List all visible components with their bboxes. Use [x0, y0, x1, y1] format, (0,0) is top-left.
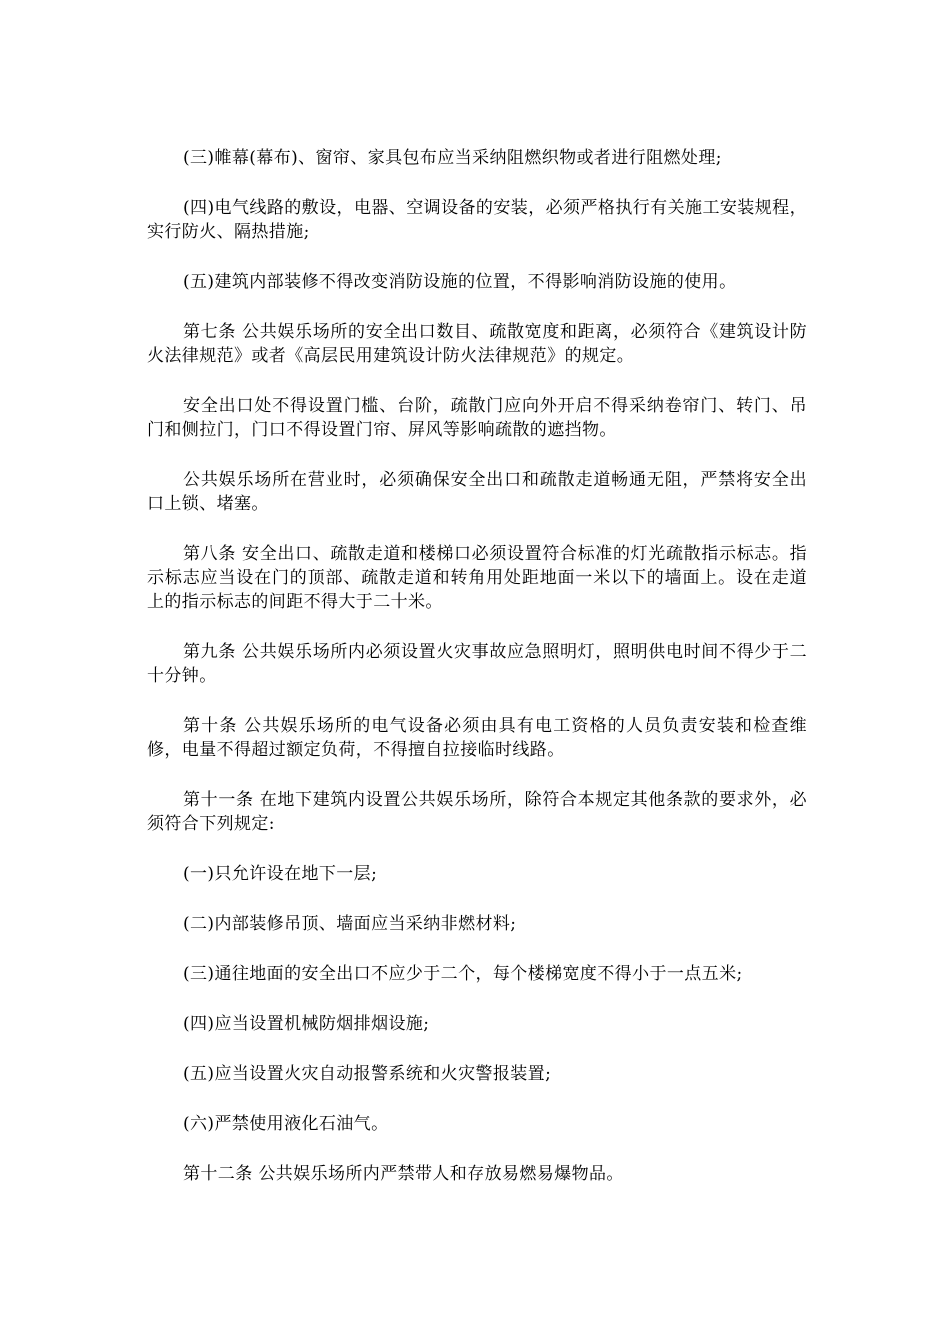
paragraph-item-5-decoration: (五)建筑内部装修不得改变消防设施的位置，不得影响消防设施的使用。 — [183, 272, 737, 292]
paragraph-item-5-alarm: (五)应当设置火灾自动报警系统和火灾警报装置; — [183, 1064, 552, 1084]
paragraph-item-6-lpg: (六)严禁使用液化石油气。 — [183, 1114, 389, 1134]
paragraph-item-1-basement: (一)只允许设在地下一层; — [183, 864, 378, 884]
paragraph-item-3-curtains: (三)帷幕(幕布)、窗帘、家具包布应当采纳阻燃织物或者进行阻燃处理; — [183, 148, 722, 168]
paragraph-item-3-exits: (三)通往地面的安全出口不应少于二个，每个楼梯宽度不得小于一点五米; — [183, 964, 743, 984]
paragraph-exit-doors: 安全出口处不得设置门槛、台阶，疏散门应向外开启不得采纳卷帘门、转门、吊门和侧拉门，门口不得设置门帘、屏风等影响疏散的遮挡物。 — [147, 396, 807, 440]
paragraph-item-2-materials: (二)内部装修吊顶、墙面应当采纳非燃材料; — [183, 914, 517, 934]
paragraph-item-4-wiring: (四)电气线路的敷设，电器、空调设备的安装，必须严格执行有关施工安装规程，实行防火、隔热措施; — [147, 198, 807, 242]
paragraph-article-11: 第十一条 在地下建筑内设置公共娱乐场所，除符合本规定其他条款的要求外，必须符合下列规定: — [147, 790, 807, 834]
paragraph-article-7: 第七条 公共娱乐场所的安全出口数目、疏散宽度和距离，必须符合《建筑设计防火法律规范》或者《高层民用建筑设计防火法律规范》的规定。 — [147, 322, 807, 366]
paragraph-item-4-smoke: (四)应当设置机械防烟排烟设施; — [183, 1014, 430, 1034]
paragraph-article-12: 第十二条 公共娱乐场所内严禁带人和存放易燃易爆物品。 — [183, 1164, 624, 1184]
paragraph-exit-clear: 公共娱乐场所在营业时，必须确保安全出口和疏散走道畅通无阻，严禁将安全出口上锁、堵塞。 — [147, 470, 807, 514]
paragraph-article-8: 第八条 安全出口、疏散走道和楼梯口必须设置符合标准的灯光疏散指示标志。指示标志应当设在门的顶部、疏散走道和转角用处距地面一米以下的墙面上。设在走道上的指示标志的间距不得大于二十米。 — [147, 544, 807, 612]
document-body — [147, 146, 807, 1212]
paragraph-article-10: 第十条 公共娱乐场所的电气设备必须由具有电工资格的人员负责安装和检查维修，电量不得超过额定负荷，不得擅自拉接临时线路。 — [147, 716, 807, 760]
paragraph-article-9: 第九条 公共娱乐场所内必须设置火灾事故应急照明灯，照明供电时间不得少于二十分钟。 — [147, 642, 807, 686]
